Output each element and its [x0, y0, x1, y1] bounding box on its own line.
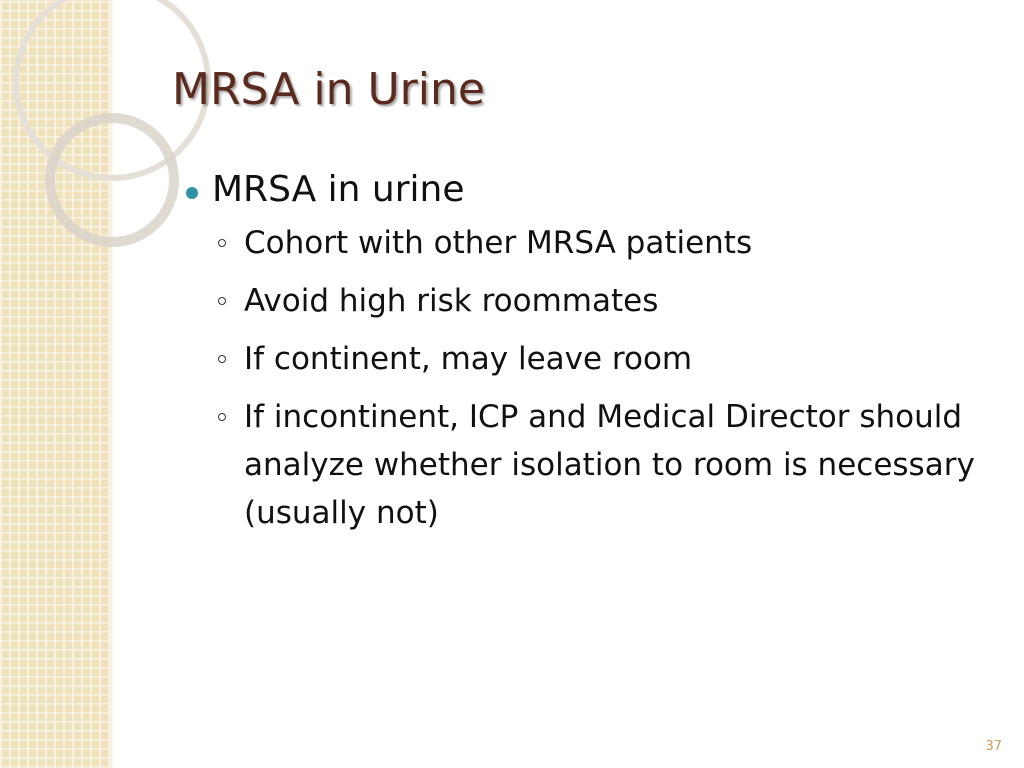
hollow-circle-bullet-icon — [218, 413, 226, 421]
hollow-circle-bullet-icon — [218, 355, 226, 363]
sub-bullet — [180, 393, 990, 537]
sub-bullet-text: Cohort with other MRSA patients — [244, 225, 753, 262]
bullet-text: MRSA in urine — [212, 169, 465, 210]
page-number: 37 — [985, 739, 1002, 754]
sub-bullet — [180, 335, 990, 383]
sub-bullet — [180, 277, 990, 325]
hollow-circle-bullet-icon — [218, 239, 226, 247]
sub-bullet-text: Avoid high risk roommates — [244, 283, 659, 320]
slide-content — [180, 168, 990, 547]
bullet-dot-icon — [186, 187, 198, 199]
hollow-circle-bullet-icon — [218, 297, 226, 305]
bullet-level1 — [180, 168, 990, 211]
sub-bullet-text: If continent, may leave room — [244, 341, 693, 378]
sub-bullet — [180, 219, 990, 267]
slide-title: MRSA in Urine — [172, 64, 485, 115]
sub-bullet-text: If incontinent, ICP and Medical Director should analyze whether isolation to room is necessary (usually not) — [244, 399, 975, 532]
